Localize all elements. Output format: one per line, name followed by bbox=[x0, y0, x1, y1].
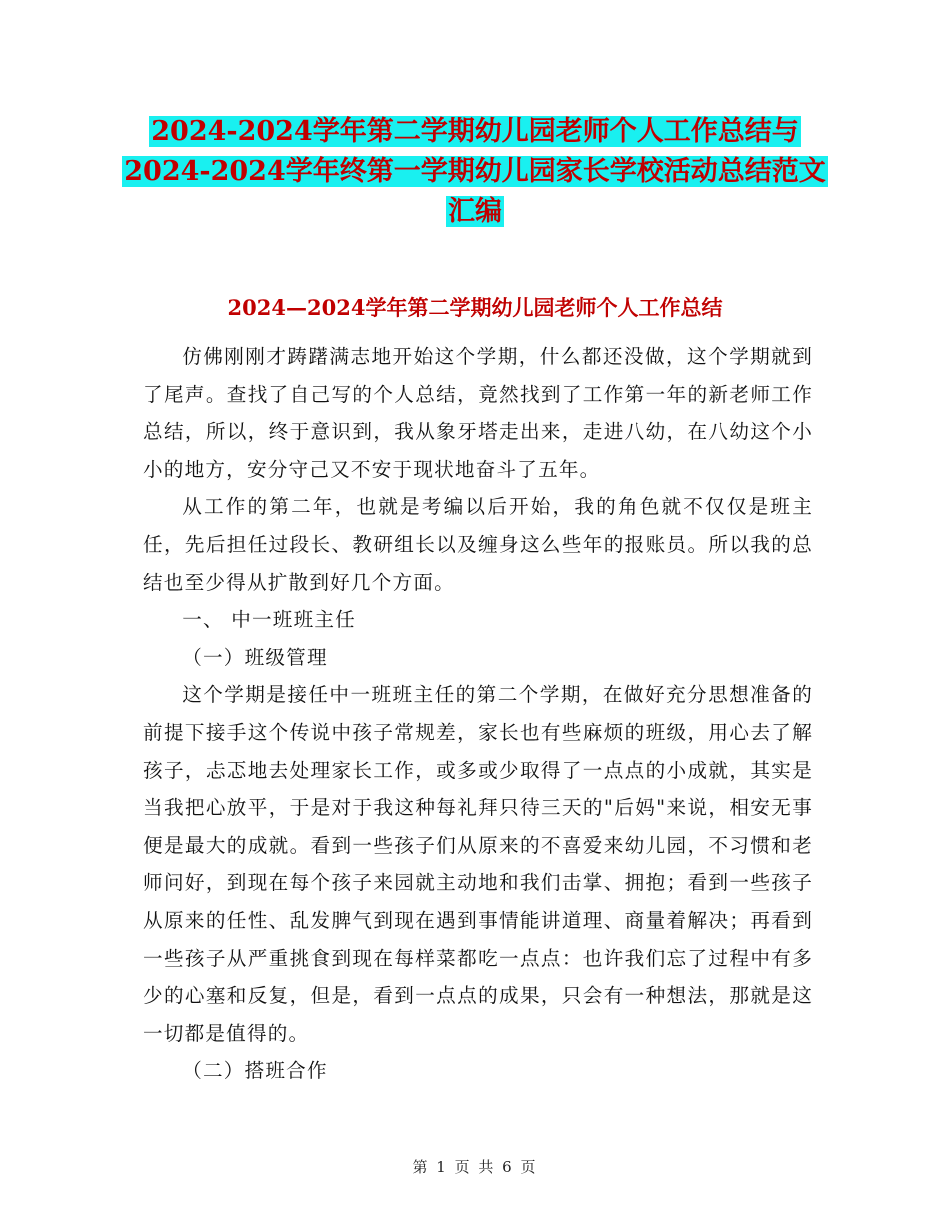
document-title bbox=[120, 112, 830, 232]
subheading-cooperation: （二）搭班合作 bbox=[182, 1059, 328, 1083]
paragraph-roles: 从工作的第二年，也就是考编以后开始，我的角色就不仅仅是班主任，先后担任过段长、教研组长以及缠身这么些年的报账员。所以我的总结也至少得从扩散到好几个方面。 bbox=[143, 495, 813, 594]
section-title: 2024—2024学年第二学期幼儿园老师个人工作总结 bbox=[227, 295, 723, 320]
title-line-2: 2024-2024学年终第一学期幼儿园家长学校活动总结范文 bbox=[124, 156, 826, 187]
title-line-3: 汇编 bbox=[448, 196, 502, 227]
page-number-footer: 第 1 页 共 6 页 bbox=[412, 1158, 538, 1176]
title-line-1: 2024-2024学年第二学期幼儿园老师个人工作总结与 bbox=[151, 116, 799, 147]
document-body bbox=[143, 338, 813, 1090]
paragraph-class-management: 这个学期是接任中一班班主任的第二个学期，在做好充分思想准备的前提下接手这个传说中孩子常规差，家长也有些麻烦的班级，用心去了解孩子，忐忑地去处理家长工作，或多或少取得了一点点的小成就，其实是当我把心放平，于是对于我这种每礼拜只待三天的"后妈"来说，相安无事便是最大的成就。看到一些孩子们从原来的不喜爱来幼儿园，不习惯和老师问好，到现在每个孩子来园就主动地和我们击掌、拥抱；看到一些孩子从原来的任性、乱发脾气到现在遇到事情能讲道理、商量着解决；再看到一些孩子从严重挑食到现在每样菜都吃一点点：也许我们忘了过程中有多少的心塞和反复，但是，看到一点点的成果，只会有一种想法，那就是这一切都是值得的。 bbox=[143, 683, 813, 1045]
heading-class-teacher: 一、 中一班班主任 bbox=[182, 608, 356, 632]
subheading-class-management: （一）班级管理 bbox=[182, 645, 328, 669]
paragraph-intro: 仿佛刚刚才踌躇满志地开始这个学期，什么都还没做，这个学期就到了尾声。查找了自己写的个人总结，竟然找到了工作第一年的新老师工作总结，所以，终于意识到，我从象牙塔走出来，走进八幼，在八幼这个小小的地方，安分守己又不安于现状地奋斗了五年。 bbox=[143, 345, 813, 481]
